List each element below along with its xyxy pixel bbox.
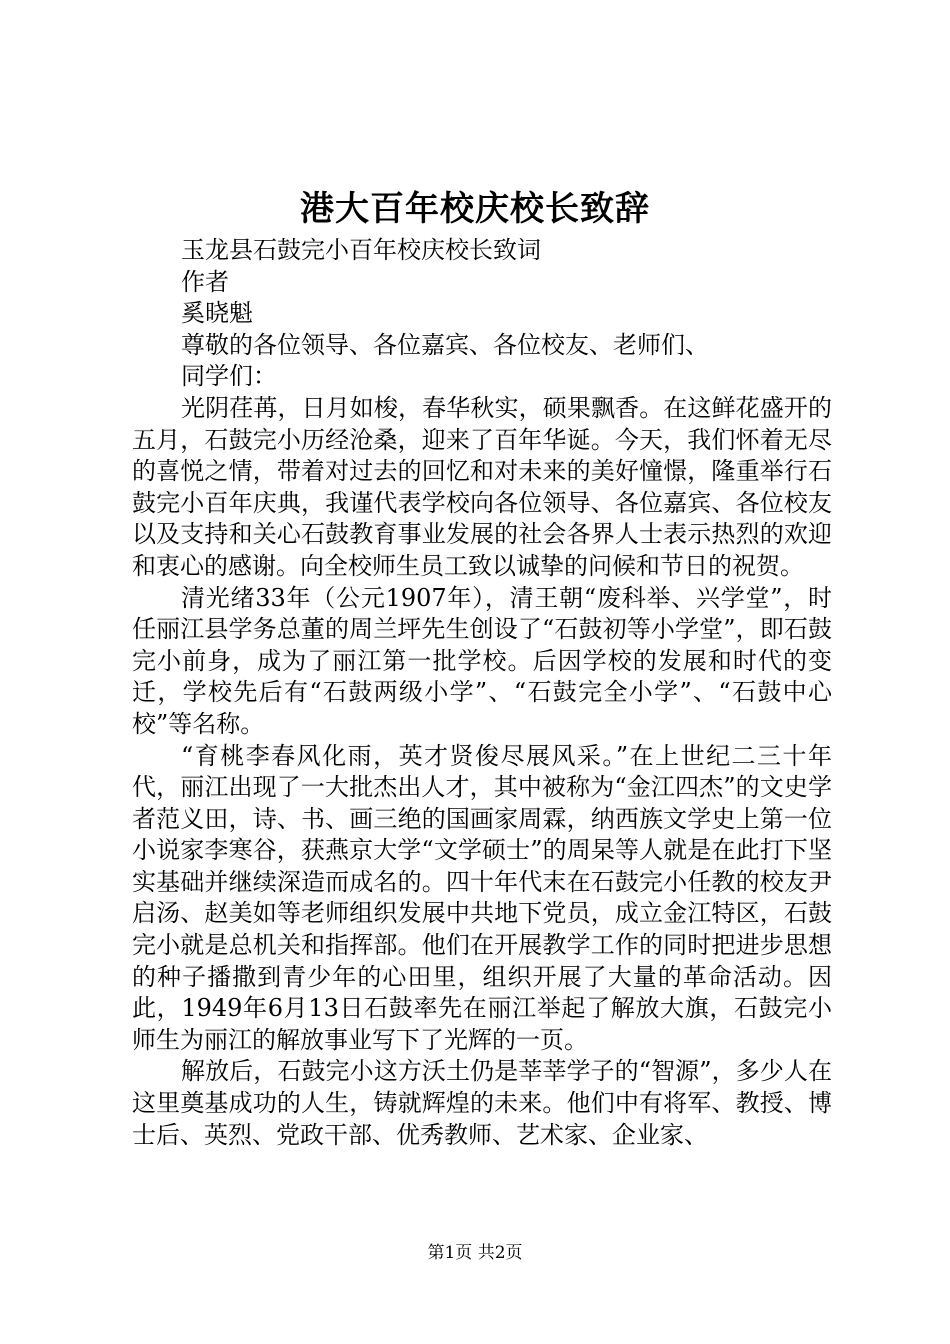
greeting-line-2: 同学们： [181,362,277,391]
paragraph: 光阴荏苒，日月如梭，春华秋实，硕果飘香。在这鲜花盛开的五月，石鼓完小历经沧桑，迎来了百年华诞。今天，我们怀着无尽的喜悦之情，带着对过去的回忆和对未来的美好憧憬，隆重举行石鼓完小百年庆典，我谨代表学校向各位领导、各位嘉宾、各位校友以及支持和关心石鼓教育事业发展的社会各界人士表示热烈的欢迎和衷心的感谢。向全校师生员工致以诚挚的问候和节日的祝贺。 [132,393,832,580]
greeting-line-1: 尊敬的各位领导、各位嘉宾、各位校友、老师们、 [181,330,709,359]
document-title: 港大百年校庆校长致辞 [300,189,650,229]
document-body [132,235,832,1151]
paragraph: “育桃李春风化雨，英才贤俊尽展风采。”在上世纪二三十年代，丽江出现了一大批杰出人才，其中被称为“金江四杰”的文史学者范义田，诗、书、画三绝的国画家周霖，纳西族文学史上第一位小说家李寒谷，获燕京大学“文学硕士”的周杲等人就是在此打下坚实基础并继续深造而成名的。四十年代末在石鼓完小任教的校友尹启汤、赵美如等老师组织发展中共地下党员，成立金江特区，石鼓完小就是总机关和指挥部。他们在开展教学工作的同时把进步思想的种子播撒到青少年的心田里，组织开展了大量的革命活动。因此，1949年6月13日石鼓率先在丽江举起了解放大旗，石鼓完小师生为丽江的解放事业写下了光辉的一页。 [132,741,832,1054]
paragraph: 解放后，石鼓完小这方沃土仍是莘莘学子的“智源”，多少人在这里奠基成功的人生，铸就辉煌的未来。他们中有将军、教授、博士后、英烈、党政干部、优秀教师、艺术家、企业家、 [132,1057,832,1149]
author-name: 奚晓魁 [181,299,253,328]
subtitle: 玉龙县石鼓完小百年校庆校长致词 [181,236,541,264]
paragraph: 清光绪33年（公元1907年），清王朝“废科举、兴学堂”，时任丽江县学务总董的周兰坪先生创设了“石鼓初等小学堂”，即石鼓完小前身，成为了丽江第一批学校。后因学校的发展和时代的变迁，学校先后有“石鼓两级小学”、“石鼓完全小学”、“石鼓中心校”等名称。 [132,583,832,738]
page-footer: 第1页 共2页 [427,1243,523,1263]
author-label: 作者 [181,267,229,296]
